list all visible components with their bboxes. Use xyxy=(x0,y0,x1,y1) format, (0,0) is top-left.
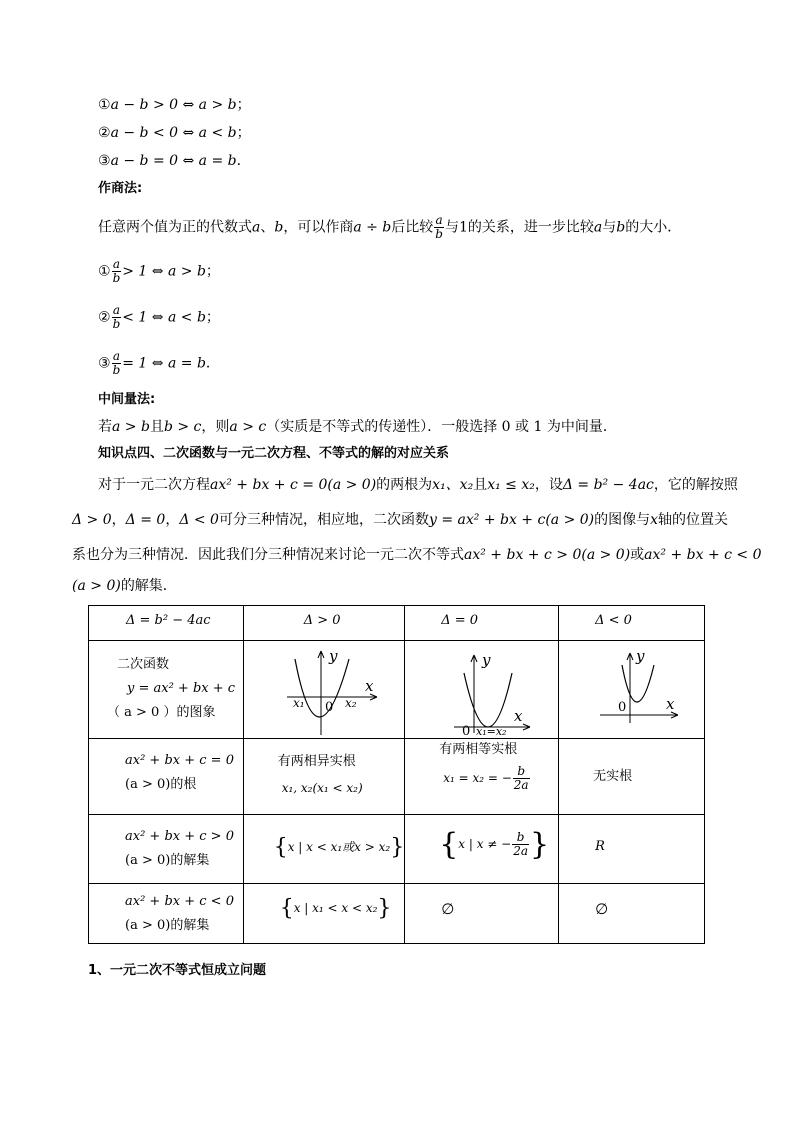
formula: Δ = b² − 4ac xyxy=(562,477,654,493)
text: 后比较 xyxy=(391,219,434,236)
origin-label: 0 xyxy=(617,700,626,715)
paragraph-line-3 xyxy=(72,546,762,564)
graph-cell xyxy=(559,641,705,739)
formula: (a > 0) xyxy=(581,547,631,563)
formula: a − b < 0 ⇔ a < b xyxy=(110,125,237,141)
formula: Δ = 0 xyxy=(125,512,166,528)
value-empty-set: ∅ xyxy=(595,900,609,918)
item-number: ③ xyxy=(98,153,111,169)
label-line: (a > 0)的解集 xyxy=(125,918,210,933)
double-root-label: x₁=x₂ xyxy=(475,725,507,737)
text: 且 xyxy=(149,419,164,435)
parabola xyxy=(464,673,512,727)
header-cell xyxy=(243,606,405,641)
x-label: x xyxy=(364,677,374,695)
text: 轴的位置关 xyxy=(658,512,729,528)
text: 可分三种情况，相应地，二次函数 xyxy=(218,512,429,528)
item-number: ③ xyxy=(98,355,111,372)
label-line: (a > 0)的解集 xyxy=(125,853,210,868)
value-cell xyxy=(559,739,705,815)
text: 的图像与 xyxy=(594,512,651,528)
value: {x | x ≠ − $\frac{b}{2a}$ } xyxy=(439,827,550,862)
denominator: b xyxy=(435,227,443,241)
header-delta-positive: Δ > 0 xyxy=(303,613,341,628)
punctuation: ； xyxy=(236,125,251,141)
text: 且 xyxy=(473,477,488,493)
formula: (a > 0) xyxy=(545,512,595,528)
value-formula: x | x < x₁或x > x₂ xyxy=(287,840,391,854)
text: 与 xyxy=(444,219,459,236)
header-delta-def: Δ = b² − 4ac xyxy=(126,613,211,628)
paragraph-line-2 xyxy=(72,511,728,529)
punctuation: ； xyxy=(205,263,220,280)
text: 系也分为三种情况．因此我们分三种情况来讨论一元二次不等式 xyxy=(72,547,464,563)
paragraph-line-4 xyxy=(72,577,177,595)
heading-middle-method: 中间量法: xyxy=(98,392,156,407)
table-header-row xyxy=(89,606,705,641)
quotient-intro xyxy=(98,214,681,241)
table-row-graph xyxy=(89,641,705,739)
value-cell xyxy=(405,815,559,884)
formula: a ÷ b xyxy=(353,219,392,236)
text: 对于一元二次方程 xyxy=(98,477,210,493)
formula: a − b > 0 ⇔ a > b xyxy=(110,97,237,113)
value-empty-set: ∅ xyxy=(441,900,455,918)
header-delta-zero: Δ = 0 xyxy=(441,613,479,628)
numerator: b xyxy=(512,831,529,845)
value-cell xyxy=(559,815,705,884)
header-delta-negative: Δ < 0 xyxy=(595,613,632,628)
row-label xyxy=(89,641,243,725)
punctuation: ． xyxy=(205,355,220,372)
value xyxy=(244,739,405,801)
value-cell xyxy=(243,884,405,944)
header-cell xyxy=(89,606,244,641)
value-cell xyxy=(243,739,405,815)
formula: a > c xyxy=(229,419,267,435)
value-formula: x | x ≠ − xyxy=(458,837,512,851)
value-formula: x | x₁ < x < x₂ xyxy=(293,901,378,915)
value-cell xyxy=(559,884,705,944)
x-label: x xyxy=(513,707,523,725)
label-formula: ax² + bx + c = 0 xyxy=(125,753,234,768)
item-number: ② xyxy=(98,125,111,141)
text: 的解集． xyxy=(120,578,177,594)
formula: x₁、x₂ xyxy=(432,477,474,493)
table-row-less xyxy=(89,884,705,944)
value-text: R xyxy=(595,839,605,854)
numerator: a xyxy=(112,257,120,271)
label-line: (a > 0)的根 xyxy=(125,777,197,792)
formula: ax² + bx + c < 0 xyxy=(644,547,762,563)
formula: b > c xyxy=(163,419,202,435)
quotient-line-1 xyxy=(98,258,220,285)
text: 或 xyxy=(630,547,645,563)
table-row-greater xyxy=(89,815,705,884)
value-text: 无实根 xyxy=(593,769,633,784)
label-formula: ax² + bx + c > 0 xyxy=(125,829,234,844)
formula: x₁ = x₂ = − xyxy=(443,771,512,785)
text: 1 xyxy=(458,219,468,236)
formula: y = ax² + bx + c xyxy=(428,512,546,528)
middle-method-text xyxy=(98,418,617,436)
fraction-a-over-b xyxy=(112,258,122,285)
formula: Δ < 0 xyxy=(179,512,219,528)
value-cell xyxy=(405,884,559,944)
header-cell xyxy=(405,606,559,641)
heading-quotient-method: 作商法: xyxy=(98,181,143,196)
denominator: b xyxy=(112,271,121,285)
text: 、 xyxy=(260,219,275,236)
comparison-line-3 xyxy=(98,152,251,170)
y-label: y xyxy=(328,647,338,665)
text: 的两根为 xyxy=(376,477,433,493)
value-formula: x₁, x₂(x₁ < x₂) xyxy=(281,781,363,795)
numerator: b xyxy=(513,765,530,779)
graph-two-roots xyxy=(249,641,399,737)
paragraph-line-1 xyxy=(98,476,738,494)
formula: ax² + bx + c = 0(a > 0) xyxy=(210,477,377,493)
text: ，设 xyxy=(534,477,563,493)
graph-cell xyxy=(243,641,405,739)
numerator: a xyxy=(435,213,443,227)
value-cell xyxy=(243,815,405,884)
x-label: x xyxy=(665,695,674,713)
formula: a − b = 0 ⇔ a = b xyxy=(110,153,237,169)
text: 与 xyxy=(602,219,617,236)
row-label-cell xyxy=(89,815,244,884)
value: {x | x₁ < x < x₂} xyxy=(279,896,392,921)
y-label: y xyxy=(481,651,491,669)
text: ，它的解按照 xyxy=(653,477,738,493)
fraction xyxy=(512,831,529,858)
punctuation: ； xyxy=(205,309,220,326)
item-number: ① xyxy=(98,97,111,113)
punctuation: ； xyxy=(236,97,251,113)
denominator: b xyxy=(112,317,121,331)
var: a xyxy=(593,219,603,236)
formula: < 1 ⇔ a < b xyxy=(122,309,206,326)
formula: > 1 ⇔ a > b xyxy=(122,263,206,280)
header-cell xyxy=(559,606,705,641)
section-heading-1: 1、一元二次不等式恒成立问题 xyxy=(88,963,267,978)
y-label: y xyxy=(635,647,645,665)
formula: a > b xyxy=(112,419,150,435)
value-text: 有两相等实根 xyxy=(439,742,518,757)
fraction xyxy=(513,765,530,792)
formula: Δ > 0 xyxy=(72,512,112,528)
formula: (a > 0) xyxy=(72,578,121,594)
value-formula xyxy=(439,765,558,792)
root-x1-label: x₁ xyxy=(292,696,305,710)
text: ，可以作商 xyxy=(283,219,354,236)
row-label-cell xyxy=(89,739,244,815)
var: b xyxy=(274,219,284,236)
label-formula: y = ax² + bx + c xyxy=(127,681,236,696)
quotient-line-2 xyxy=(98,304,220,331)
label-line: 二次函数 xyxy=(117,657,170,672)
formula: = 1 ⇔ a = b xyxy=(122,355,206,372)
denominator: 2a xyxy=(513,778,529,792)
value: {x | x < x₁或x > x₂} xyxy=(273,835,405,860)
numerator: a xyxy=(112,349,120,363)
fraction-a-over-b xyxy=(112,304,122,331)
punctuation: ． xyxy=(236,153,251,169)
graph-no-root xyxy=(560,641,704,737)
row-label xyxy=(89,739,243,797)
formula: ax² + bx + c > 0 xyxy=(464,547,582,563)
row-label-cell xyxy=(89,641,244,739)
graph-one-root xyxy=(406,641,558,737)
text: 若 xyxy=(98,419,112,435)
quotient-line-3 xyxy=(98,350,220,377)
numerator: a xyxy=(112,303,120,317)
var: x xyxy=(650,512,659,528)
denominator: b xyxy=(112,363,121,377)
text: ， xyxy=(165,512,180,528)
row-label xyxy=(89,884,243,938)
text: ，则 xyxy=(201,419,230,435)
label-line: （ a > 0 ）的图象 xyxy=(107,705,216,720)
var: b xyxy=(616,219,626,236)
value xyxy=(405,739,558,792)
comparison-line-1 xyxy=(98,96,251,114)
item-number: ① xyxy=(98,263,111,280)
origin-label: 0 xyxy=(461,724,470,737)
row-label-cell xyxy=(89,884,244,944)
parabola xyxy=(622,665,654,702)
value-cell xyxy=(405,739,559,815)
formula: x₁ ≤ x₂ xyxy=(487,477,535,493)
quadratic-relation-table xyxy=(88,605,705,944)
comparison-line-2 xyxy=(98,124,251,142)
root-x2-label: x₂ xyxy=(344,696,357,710)
text: 的大小． xyxy=(625,219,682,236)
text: （实质是不等式的传递性）．一般选择 0 或 1 为中间量． xyxy=(266,419,617,435)
var: a xyxy=(252,219,261,236)
heading-knowledge-point-4: 知识点四、二次函数与一元二次方程、不等式的解的对应关系 xyxy=(98,446,450,461)
table-row-roots xyxy=(89,739,705,815)
graph-cell xyxy=(405,641,559,739)
text: 的关系，进一步比较 xyxy=(467,219,594,236)
origin-label: 0 xyxy=(324,700,334,715)
text: ， xyxy=(111,512,126,528)
text: 任意两个值为正的代数式 xyxy=(98,219,252,236)
row-label xyxy=(89,815,243,873)
label-formula: ax² + bx + c < 0 xyxy=(125,894,234,909)
fraction-a-over-b xyxy=(434,214,444,241)
item-number: ② xyxy=(98,309,111,326)
fraction-a-over-b xyxy=(112,350,122,377)
value-text: 有两相异实根 xyxy=(277,754,356,769)
denominator: 2a xyxy=(513,844,529,858)
